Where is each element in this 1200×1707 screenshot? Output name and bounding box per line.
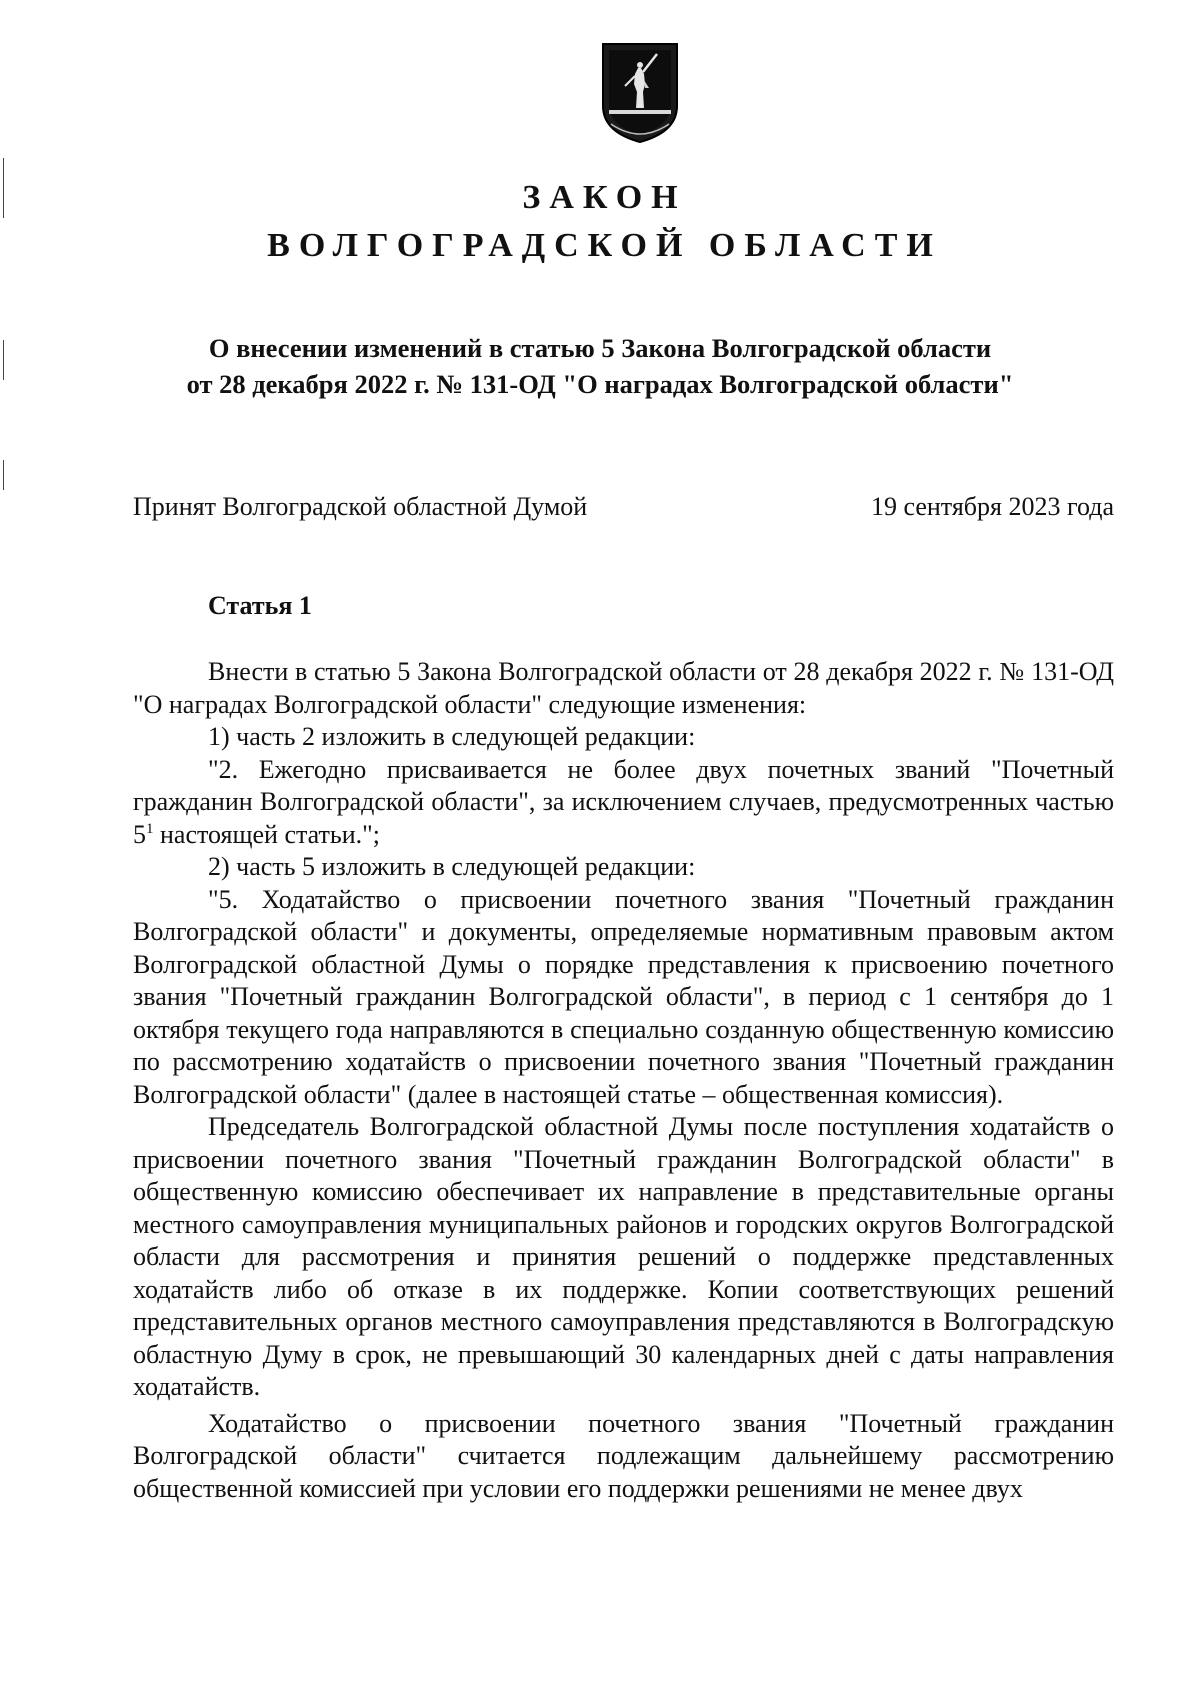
scan-artifact [3, 460, 4, 490]
paragraph: Внести в статью 5 Закона Волгоградской области от 28 декабря 2022 г. № 131-ОД "О наградах Волгоградской области" следующие изменения: [133, 657, 1114, 719]
paragraph [133, 754, 1114, 852]
scan-artifact [3, 158, 4, 218]
paragraph: "5. Ходатайство о присвоении почетного звания "Почетный гражданин Волгоградской области" и документы, определяемые нормативным правовым актом Волгоградской областной Думы о порядке представления к присвоению почетного звания "Почетный гражданин Волгоградской области", в период с 1 сентября до 1 октября текущего года направляются в специально созданную общественную комиссию по рассмотрению ходатайств о присвоении почетного звания "Почетный гражданин Волгоградской области" (далее в настоящей статье – общественная комиссия). [133, 884, 1114, 1109]
coat-of-arms-icon [597, 40, 683, 144]
paragraph-text: настоящей статьи."; [153, 819, 381, 849]
paragraph: Ходатайство о присвоении почетного звания "Почетный гражданин Волгоградской области" считается подлежащим дальнейшему рассмотрению общественной комиссией при условии его поддержки решениями не менее двух [133, 1408, 1114, 1503]
scan-artifact [3, 340, 4, 380]
document-region-title: ВОЛГОГРАДСКОЙ ОБЛАСТИ [267, 227, 942, 264]
paragraph: 2) часть 5 изложить в следующей редакции: [208, 852, 696, 881]
adopted-by: Принят Волгоградской областной Думой [133, 492, 588, 521]
subtitle-line-1: О внесении изменений в статью 5 Закона Волгоградской области [208, 333, 992, 363]
paragraph: Председатель Волгоградской областной Думы после поступления ходатайств о присвоении почетного звания "Почетный гражданин Волгоградской области" в общественную комиссию обеспечивает их направление в представительные органы местного самоуправления муниципальных районов и городских округов Волгоградской области для рассмотрения и принятия решений о поддержке представленных ходатайств либо об отказе в их поддержке. Копии соответствующих решений представительных органов местного самоуправления представляются в Волгоградскую областную Думу в срок, не превышающий 30 календарных дней с даты направления ходатайств. [133, 1112, 1114, 1401]
adoption-line [133, 490, 1114, 524]
law-subtitle [0, 330, 1200, 402]
document-title: ЗАКОН [522, 179, 687, 216]
paragraph: 1) часть 2 изложить в следующей редакции: [208, 722, 696, 751]
article-heading: Статья 1 [208, 591, 312, 620]
superscript: 1 [146, 820, 154, 837]
article-body [133, 656, 1114, 1505]
paragraph-text: "2. Ежегодно присваивается не более двух почетных званий "Почетный гражданин Волгоградской области", за исключением случаев, предусмотренных частью 5 [133, 754, 1114, 849]
adoption-date: 19 сентября 2023 года [870, 492, 1114, 521]
subtitle-line-2: от 28 декабря 2022 г. № 131-ОД "О наградах Волгоградской области" [186, 369, 1014, 399]
